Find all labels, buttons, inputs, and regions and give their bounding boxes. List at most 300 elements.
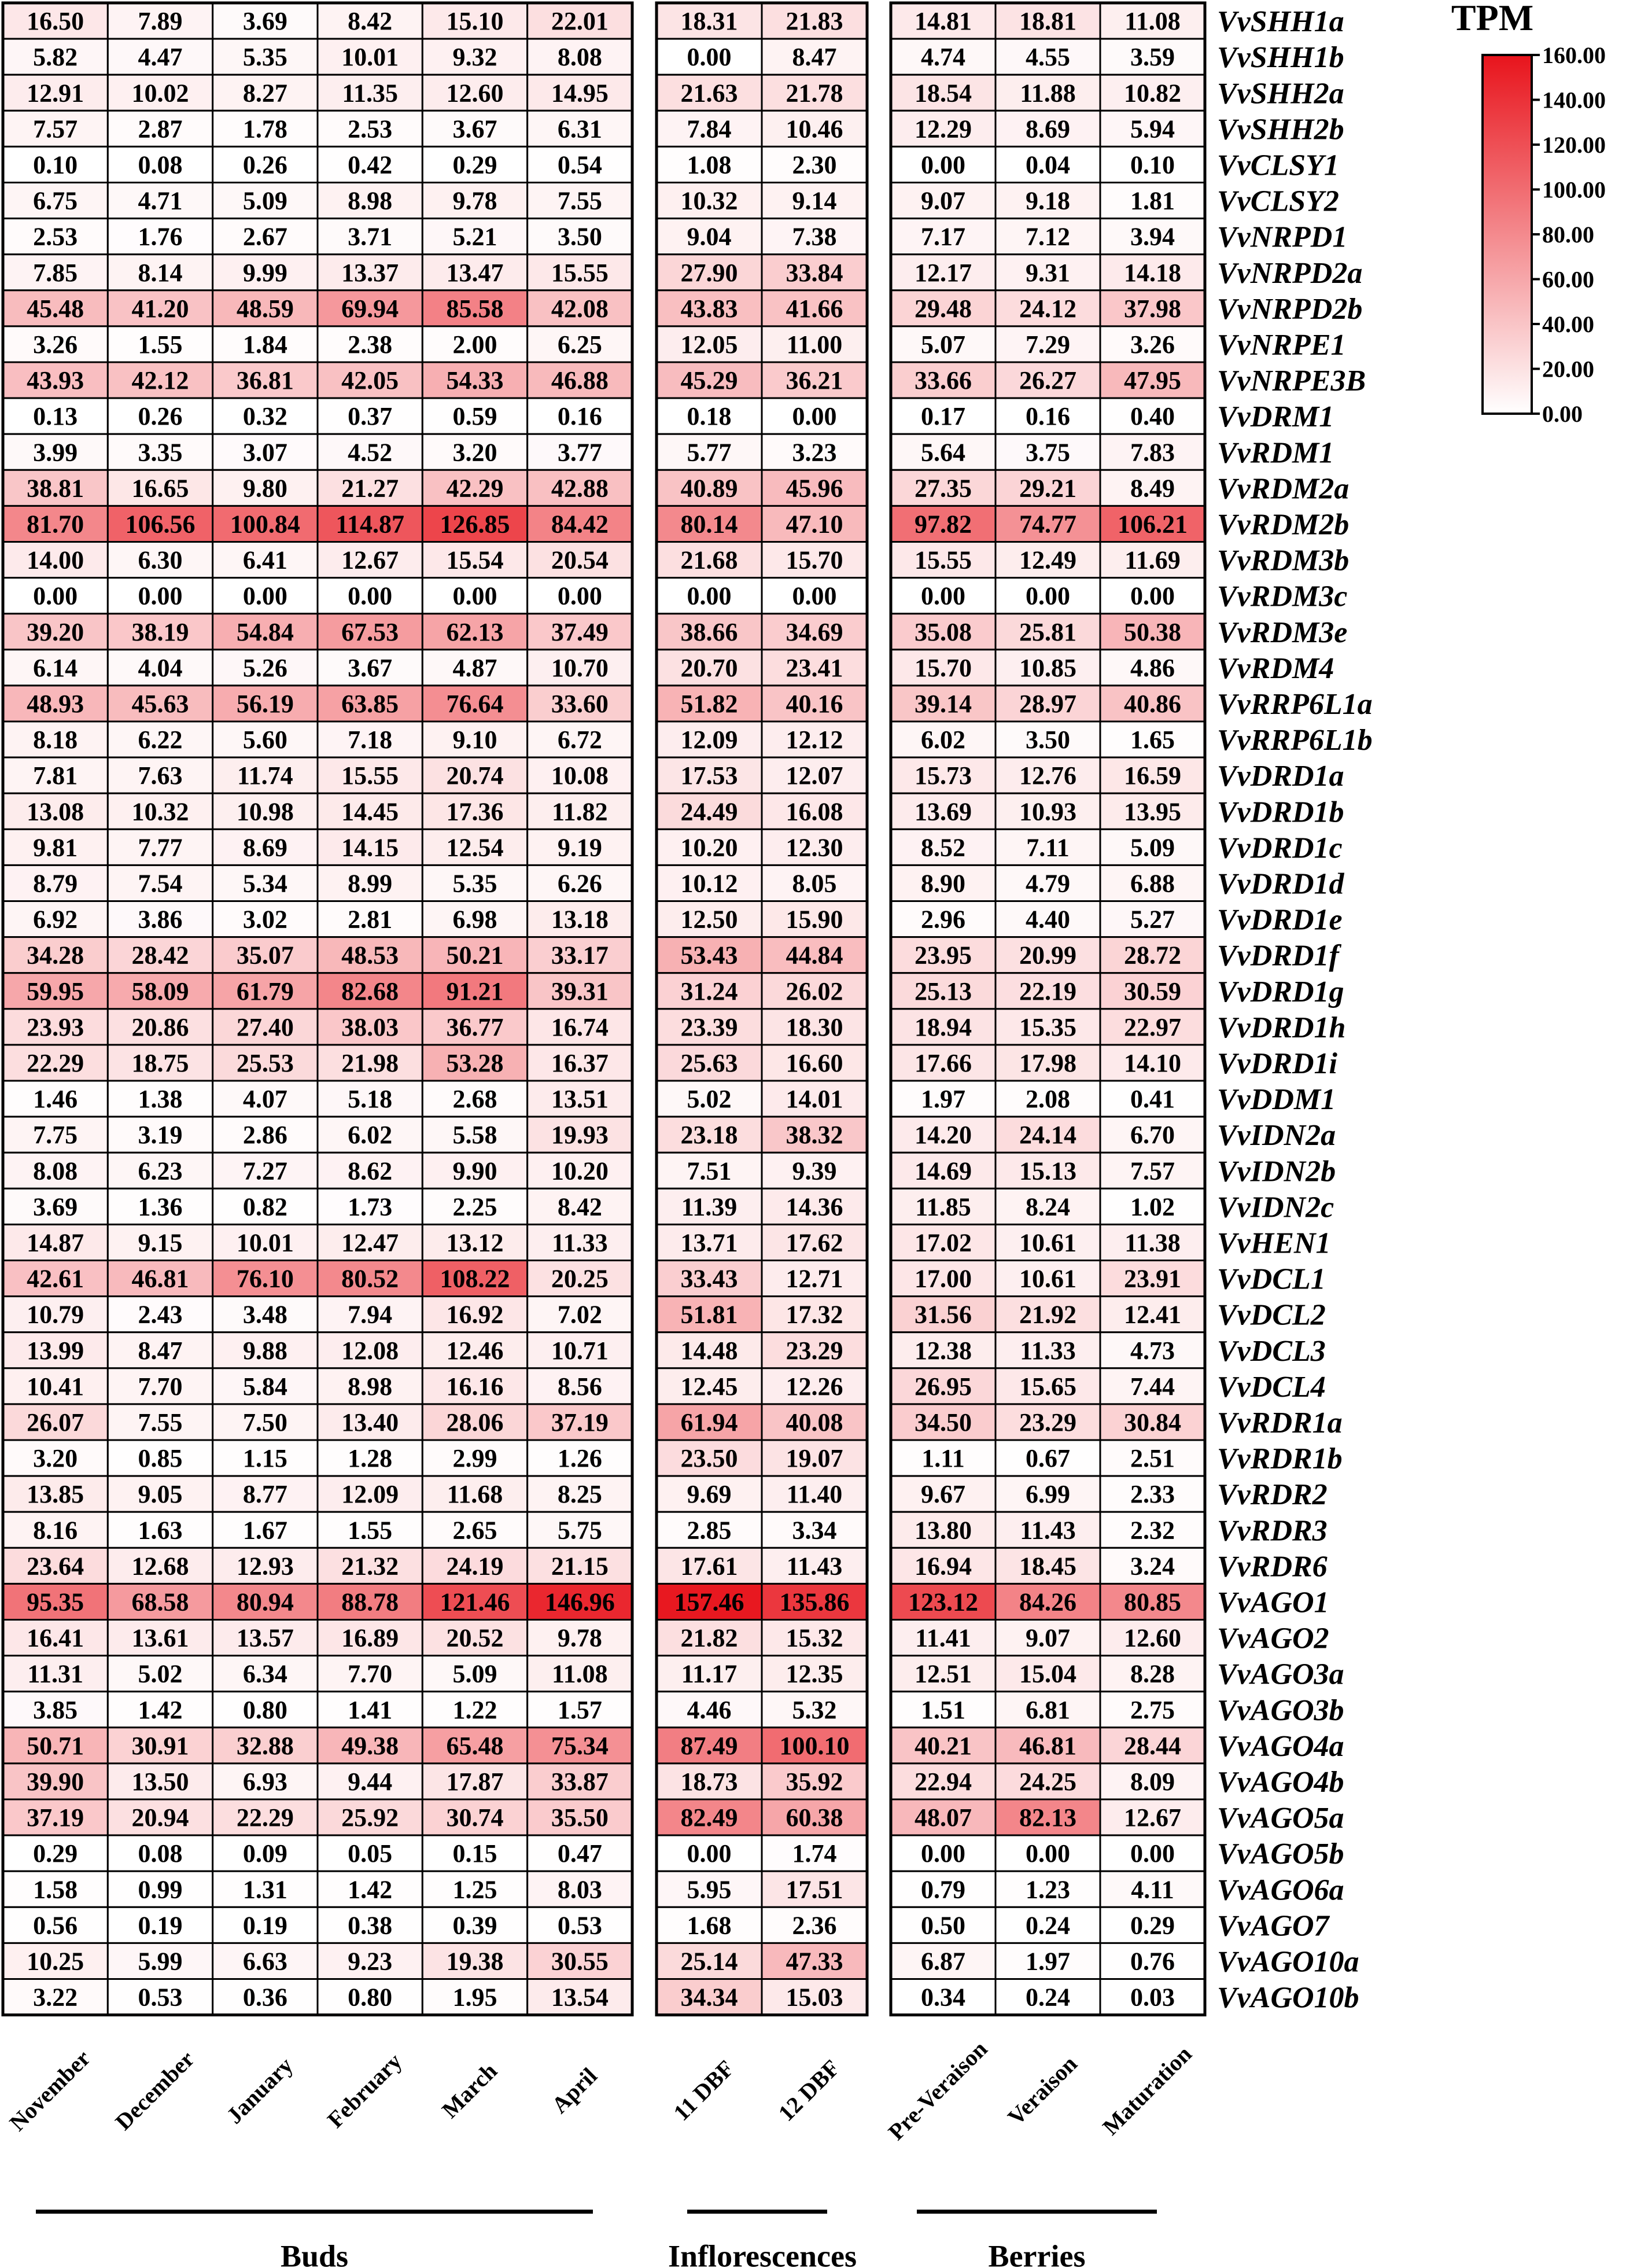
cell-value: 12.46 — [446, 1336, 504, 1365]
cell-value: 4.11 — [1131, 1875, 1174, 1904]
cell-value: 0.37 — [348, 402, 393, 431]
cell-value: 58.09 — [131, 977, 189, 1006]
gene-label-vvago10b: VvAGO10b — [1217, 1981, 1359, 2015]
cell-value: 10.82 — [1124, 79, 1181, 108]
cell-value: 7.70 — [348, 1659, 393, 1688]
cell-value: 30.84 — [1124, 1408, 1181, 1437]
gene-label-vvrdr6: VvRDR6 — [1217, 1550, 1328, 1584]
cell-value: 23.50 — [680, 1444, 738, 1473]
cell-value: 25.14 — [680, 1947, 738, 1976]
legend-tick-label: 20.00 — [1542, 356, 1594, 382]
cell-value: 1.97 — [921, 1085, 965, 1114]
cell-value: 24.49 — [680, 797, 738, 826]
cell-value: 40.16 — [786, 689, 843, 718]
cell-value: 106.56 — [125, 510, 196, 539]
cell-value: 5.94 — [1130, 115, 1175, 143]
gene-label-vvrdr1b: VvRDR1b — [1217, 1442, 1343, 1476]
cell-value: 7.18 — [348, 726, 393, 754]
gene-label-vvago5b: VvAGO5b — [1217, 1838, 1344, 1871]
cell-value: 43.83 — [680, 294, 738, 323]
cell-value: 20.70 — [680, 653, 738, 682]
cell-value: 1.74 — [792, 1839, 837, 1868]
cell-value: 13.54 — [551, 1983, 609, 2012]
gene-label-vvdrd1g: VvDRD1g — [1217, 975, 1344, 1008]
cell-value: 0.54 — [557, 150, 602, 179]
cell-value: 25.63 — [680, 1048, 738, 1077]
cell-value: 3.50 — [557, 222, 602, 251]
cell-value: 76.10 — [236, 1264, 294, 1293]
cell-value: 34.50 — [915, 1408, 972, 1437]
cell-value: 0.00 — [1026, 581, 1070, 610]
cell-value: 3.67 — [452, 115, 497, 143]
cell-value: 18.75 — [131, 1048, 189, 1077]
cell-value: 8.47 — [138, 1336, 183, 1365]
cell-value: 54.84 — [236, 617, 294, 646]
cell-value: 4.71 — [138, 186, 183, 215]
cell-value: 39.20 — [27, 617, 84, 646]
cell-value: 20.74 — [446, 761, 504, 790]
cell-value: 17.53 — [680, 761, 738, 790]
cell-value: 100.84 — [230, 510, 300, 539]
cell-value: 33.87 — [551, 1767, 609, 1796]
cell-value: 56.19 — [236, 689, 294, 718]
cell-value: 10.61 — [1019, 1264, 1076, 1293]
cell-value: 11.74 — [237, 761, 293, 790]
cell-value: 23.91 — [1124, 1264, 1181, 1293]
cell-value: 3.26 — [1130, 330, 1175, 359]
gene-label-vvidn2b: VvIDN2b — [1217, 1155, 1336, 1188]
cell-value: 48.93 — [27, 689, 84, 718]
cell-value: 28.72 — [1124, 941, 1181, 970]
cell-value: 31.24 — [680, 977, 738, 1006]
cell-value: 48.53 — [341, 941, 399, 970]
cell-value: 0.24 — [1026, 1983, 1070, 2012]
gene-label-vvrdr1a: VvRDR1a — [1217, 1406, 1343, 1439]
cell-value: 6.81 — [1026, 1695, 1070, 1724]
cell-value: 0.85 — [138, 1444, 183, 1473]
column-label-february: February — [322, 2048, 407, 2133]
cell-value: 15.73 — [915, 761, 972, 790]
cell-value: 9.78 — [557, 1623, 602, 1652]
gene-label-vvago1: VvAGO1 — [1217, 1586, 1329, 1619]
cell-value: 7.44 — [1130, 1372, 1175, 1401]
cell-value: 16.41 — [27, 1623, 84, 1652]
cell-value: 20.25 — [551, 1264, 609, 1293]
cell-value: 2.85 — [687, 1516, 732, 1545]
cell-value: 1.67 — [242, 1516, 287, 1545]
cell-value: 12.49 — [1019, 546, 1076, 575]
cell-value: 8.77 — [242, 1480, 287, 1509]
cell-value: 35.07 — [236, 941, 294, 970]
cell-value: 9.15 — [138, 1228, 183, 1257]
cell-value: 6.63 — [242, 1947, 287, 1976]
cell-value: 33.17 — [551, 941, 609, 970]
cell-value: 25.53 — [236, 1048, 294, 1077]
cell-value: 12.41 — [1124, 1300, 1181, 1329]
cell-value: 121.46 — [440, 1588, 510, 1617]
gene-labels — [1217, 5, 1373, 2015]
cell-value: 0.38 — [348, 1911, 393, 1940]
cell-value: 18.54 — [915, 79, 972, 108]
column-label-december: December — [110, 2045, 200, 2136]
cell-value: 14.20 — [915, 1121, 972, 1150]
gene-label-vvdrd1a: VvDRD1a — [1217, 760, 1344, 793]
cell-value: 59.95 — [27, 977, 84, 1006]
cell-value: 12.67 — [1124, 1803, 1181, 1832]
cell-value: 7.55 — [138, 1408, 183, 1437]
gene-label-vvdcl2: VvDCL2 — [1217, 1298, 1326, 1332]
cell-value: 21.92 — [1019, 1300, 1076, 1329]
cell-value: 8.49 — [1130, 474, 1175, 503]
cell-value: 9.18 — [1026, 186, 1070, 215]
cell-value: 32.88 — [236, 1731, 294, 1760]
cell-value: 2.51 — [1130, 1444, 1175, 1473]
cell-value: 10.79 — [27, 1300, 84, 1329]
cell-value: 0.00 — [452, 581, 497, 610]
cell-value: 49.38 — [341, 1731, 399, 1760]
cell-value: 13.51 — [551, 1085, 609, 1114]
cell-value: 12.71 — [786, 1264, 843, 1293]
cell-value: 36.77 — [446, 1013, 504, 1041]
cell-value: 11.38 — [1124, 1228, 1181, 1257]
cell-value: 12.05 — [680, 330, 738, 359]
cell-value: 12.60 — [446, 79, 504, 108]
cell-value: 39.90 — [27, 1767, 84, 1796]
cell-value: 146.96 — [544, 1588, 615, 1617]
cell-value: 8.52 — [921, 833, 965, 862]
cell-value: 2.81 — [348, 905, 393, 934]
gene-label-vvago6a: VvAGO6a — [1217, 1873, 1344, 1907]
cell-value: 65.48 — [446, 1731, 504, 1760]
cell-value: 7.29 — [1026, 330, 1070, 359]
cell-value: 3.67 — [348, 653, 393, 682]
column-label-pre-veraison: Pre-Veraison — [883, 2035, 993, 2145]
gene-label-vvshh2a: VvSHH2a — [1217, 77, 1344, 111]
cell-value: 9.88 — [242, 1336, 287, 1365]
cell-value: 3.20 — [452, 438, 497, 467]
cell-value: 8.56 — [557, 1372, 602, 1401]
cell-value: 8.14 — [138, 258, 183, 287]
cell-value: 26.02 — [786, 977, 843, 1006]
cell-value: 19.93 — [551, 1121, 609, 1150]
cell-value: 123.12 — [908, 1588, 978, 1617]
cell-value: 1.65 — [1130, 726, 1175, 754]
gene-label-vvago3b: VvAGO3b — [1217, 1693, 1344, 1727]
cell-value: 3.48 — [242, 1300, 287, 1329]
cell-value: 9.05 — [138, 1480, 183, 1509]
cell-value: 1.63 — [138, 1516, 183, 1545]
gene-label-vvnrpd2b: VvNRPD2b — [1217, 292, 1363, 326]
cell-value: 0.10 — [1130, 150, 1175, 179]
gene-label-vvclsy1: VvCLSY1 — [1217, 149, 1339, 182]
cell-value: 18.73 — [680, 1767, 738, 1796]
cell-value: 1.81 — [1130, 186, 1175, 215]
cell-value: 3.20 — [33, 1444, 78, 1473]
cell-value: 20.52 — [446, 1623, 504, 1652]
cell-value: 8.24 — [1026, 1192, 1070, 1221]
cell-value: 11.17 — [681, 1659, 738, 1688]
cell-value: 5.84 — [242, 1372, 287, 1401]
cell-value: 18.94 — [915, 1013, 972, 1041]
cell-value: 15.65 — [1019, 1372, 1076, 1401]
cell-value: 8.03 — [557, 1875, 602, 1904]
column-label-november: November — [4, 2045, 95, 2136]
cell-value: 12.12 — [786, 726, 843, 754]
cell-value: 91.21 — [446, 977, 504, 1006]
cell-value: 74.77 — [1019, 510, 1076, 539]
cell-value: 4.74 — [921, 43, 965, 72]
cell-value: 8.99 — [348, 869, 393, 898]
cell-value: 16.08 — [786, 797, 843, 826]
cell-value: 22.94 — [915, 1767, 972, 1796]
cell-value: 1.11 — [921, 1444, 965, 1473]
cell-value: 8.47 — [792, 43, 837, 72]
cell-value: 15.70 — [915, 653, 972, 682]
legend-ticks — [1532, 42, 1606, 427]
cell-value: 45.29 — [680, 366, 738, 395]
gene-label-vvrdm1: VvRDM1 — [1217, 436, 1334, 470]
cell-value: 0.47 — [557, 1839, 602, 1868]
cell-value: 0.26 — [138, 402, 183, 431]
cell-value: 7.81 — [33, 761, 78, 790]
cell-value: 7.70 — [138, 1372, 183, 1401]
cell-value: 26.27 — [1019, 366, 1076, 395]
cell-value: 1.22 — [452, 1695, 497, 1724]
cell-value: 0.34 — [921, 1983, 965, 2012]
legend-tick-label: 40.00 — [1542, 311, 1594, 337]
cell-value: 95.35 — [27, 1588, 84, 1617]
cell-value: 1.36 — [138, 1192, 183, 1221]
gene-label-vvrrp6l1b: VvRRP6L1b — [1217, 724, 1373, 757]
cell-value: 30.91 — [131, 1731, 189, 1760]
cell-value: 2.65 — [452, 1516, 497, 1545]
cell-value: 7.38 — [792, 222, 837, 251]
cell-value: 12.91 — [27, 79, 84, 108]
cell-value: 61.79 — [236, 977, 294, 1006]
cell-value: 1.38 — [138, 1085, 183, 1114]
cell-value: 0.32 — [242, 402, 287, 431]
cell-value: 12.45 — [680, 1372, 738, 1401]
cell-value: 11.35 — [342, 79, 398, 108]
cell-value: 8.08 — [33, 1157, 78, 1185]
cell-value: 9.07 — [1026, 1623, 1070, 1652]
cell-value: 43.93 — [27, 366, 84, 395]
cell-value: 13.80 — [915, 1516, 972, 1545]
cell-value: 34.28 — [27, 941, 84, 970]
cell-value: 16.16 — [446, 1372, 504, 1401]
cell-value: 0.56 — [33, 1911, 78, 1940]
gene-label-vvago10a: VvAGO10a — [1217, 1945, 1359, 1979]
cell-value: 11.31 — [27, 1659, 83, 1688]
cell-value: 5.09 — [452, 1659, 497, 1688]
cell-value: 9.10 — [452, 726, 497, 754]
cell-value: 27.35 — [915, 474, 972, 503]
cell-value: 5.09 — [242, 186, 287, 215]
cell-value: 16.37 — [551, 1048, 609, 1077]
cell-value: 30.74 — [446, 1803, 504, 1832]
cell-value: 8.79 — [33, 869, 78, 898]
cell-value: 8.42 — [557, 1192, 602, 1221]
cell-value: 2.68 — [452, 1085, 497, 1114]
gene-label-vvrdm2a: VvRDM2a — [1217, 472, 1350, 506]
cell-value: 38.03 — [341, 1013, 399, 1041]
cell-value: 46.88 — [551, 366, 609, 395]
cell-value: 8.90 — [921, 869, 965, 898]
cell-value: 3.69 — [33, 1192, 78, 1221]
cell-value: 1.76 — [138, 222, 183, 251]
cell-value: 1.58 — [33, 1875, 78, 1904]
cell-value: 60.38 — [786, 1803, 843, 1832]
cell-value: 8.62 — [348, 1157, 393, 1185]
cell-value: 6.93 — [242, 1767, 287, 1796]
cell-value: 15.13 — [1019, 1157, 1076, 1185]
cell-value: 15.54 — [446, 546, 504, 575]
cell-value: 8.08 — [557, 43, 602, 72]
cell-value: 33.84 — [786, 258, 843, 287]
group-name-buds: Buds — [280, 2238, 349, 2268]
cell-value: 12.68 — [131, 1552, 189, 1581]
cell-value: 10.01 — [236, 1228, 294, 1257]
group-labels — [36, 2212, 1157, 2268]
cell-value: 1.41 — [348, 1695, 393, 1724]
cell-value: 42.88 — [551, 474, 609, 503]
cell-value: 18.81 — [1019, 7, 1076, 36]
cell-value: 0.29 — [452, 150, 497, 179]
gene-label-vvago4a: VvAGO4a — [1217, 1729, 1344, 1763]
cell-value: 13.37 — [341, 258, 399, 287]
cell-value: 17.02 — [915, 1228, 972, 1257]
cell-value: 10.41 — [27, 1372, 84, 1401]
cell-value: 18.30 — [786, 1013, 843, 1041]
gene-label-vvdrd1e: VvDRD1e — [1217, 903, 1343, 937]
cell-value: 0.82 — [242, 1192, 287, 1221]
cell-value: 39.14 — [915, 689, 972, 718]
cell-value: 1.57 — [557, 1695, 602, 1724]
gene-label-vvdrd1b: VvDRD1b — [1217, 796, 1344, 829]
cell-value: 1.15 — [242, 1444, 287, 1473]
cell-value: 42.08 — [551, 294, 609, 323]
cell-value: 46.81 — [131, 1264, 189, 1293]
cell-value: 9.14 — [792, 186, 837, 215]
gene-label-vvdrd1f: VvDRD1f — [1217, 939, 1339, 973]
cell-value: 4.55 — [1026, 43, 1070, 72]
cell-value: 16.65 — [131, 474, 189, 503]
cell-value: 11.08 — [1124, 7, 1181, 36]
cell-value: 7.02 — [557, 1300, 602, 1329]
cell-value: 11.43 — [786, 1552, 843, 1581]
cell-value: 13.69 — [915, 797, 972, 826]
cell-value: 5.95 — [687, 1875, 732, 1904]
cell-value: 53.43 — [680, 941, 738, 970]
cell-value: 3.77 — [557, 438, 602, 467]
cell-value: 26.95 — [915, 1372, 972, 1401]
cell-value: 38.81 — [27, 474, 84, 503]
cell-value: 10.25 — [27, 1947, 84, 1976]
cell-value: 9.07 — [921, 186, 965, 215]
gene-label-vvrdm3e: VvRDM3e — [1217, 616, 1348, 649]
cell-value: 11.39 — [681, 1192, 738, 1221]
cell-value: 9.81 — [33, 833, 78, 862]
cell-value: 24.12 — [1019, 294, 1076, 323]
cell-value: 12.09 — [341, 1480, 399, 1509]
cell-value: 80.94 — [236, 1588, 294, 1617]
column-label-january: January — [221, 2052, 298, 2129]
cell-value: 3.07 — [242, 438, 287, 467]
cell-value: 42.61 — [27, 1264, 84, 1293]
cell-value: 14.10 — [1124, 1048, 1181, 1077]
cell-value: 12.17 — [915, 258, 972, 287]
cell-value: 8.69 — [242, 833, 287, 862]
cell-value: 41.66 — [786, 294, 843, 323]
cell-value: 15.55 — [551, 258, 609, 287]
cell-value: 0.67 — [1026, 1444, 1070, 1473]
cell-value: 8.28 — [1130, 1659, 1175, 1688]
cell-value: 11.69 — [1124, 546, 1181, 575]
legend-tick-label: 0.00 — [1542, 401, 1583, 427]
cell-value: 17.62 — [786, 1228, 843, 1257]
gene-label-vvrdm3b: VvRDM3b — [1217, 544, 1350, 577]
cell-value: 2.33 — [1130, 1480, 1175, 1509]
cell-value: 2.25 — [452, 1192, 497, 1221]
cell-value: 2.87 — [138, 115, 183, 143]
cell-value: 62.13 — [446, 617, 504, 646]
cell-value: 21.32 — [341, 1552, 399, 1581]
cell-value: 15.55 — [341, 761, 399, 790]
cell-value: 20.94 — [131, 1803, 189, 1832]
cell-value: 7.75 — [33, 1121, 78, 1150]
gene-label-vvidn2c: VvIDN2c — [1217, 1191, 1334, 1224]
gene-label-vvshh1a: VvSHH1a — [1217, 5, 1344, 39]
cell-value: 82.49 — [680, 1803, 738, 1832]
cell-value: 0.16 — [1026, 402, 1070, 431]
cell-value: 13.50 — [131, 1767, 189, 1796]
cell-value: 88.78 — [341, 1588, 399, 1617]
cell-value: 19.07 — [786, 1444, 843, 1473]
cell-value: 67.53 — [341, 617, 399, 646]
cell-value: 1.08 — [687, 150, 732, 179]
cell-value: 14.69 — [915, 1157, 972, 1185]
cell-value: 1.26 — [557, 1444, 602, 1473]
cell-value: 19.38 — [446, 1947, 504, 1976]
cell-value: 1.55 — [138, 330, 183, 359]
cell-value: 8.69 — [1026, 115, 1070, 143]
cell-value: 0.00 — [1130, 581, 1175, 610]
cell-value: 51.82 — [680, 689, 738, 718]
cell-value: 1.25 — [452, 1875, 497, 1904]
cell-value: 33.60 — [551, 689, 609, 718]
gene-label-vvnrpe3b: VvNRPE3B — [1217, 365, 1366, 398]
cell-value: 8.05 — [792, 869, 837, 898]
cell-value: 63.85 — [341, 689, 399, 718]
cell-value: 2.00 — [452, 330, 497, 359]
gene-label-vvdcl3: VvDCL3 — [1217, 1334, 1326, 1368]
gene-label-vvshh2b: VvSHH2b — [1217, 113, 1344, 146]
cell-value: 1.95 — [452, 1983, 497, 2012]
cell-value: 7.51 — [687, 1157, 732, 1185]
cell-value: 3.19 — [138, 1121, 183, 1150]
cell-value: 20.99 — [1019, 941, 1076, 970]
cell-value: 13.47 — [446, 258, 504, 287]
cell-value: 12.60 — [1124, 1623, 1181, 1652]
gene-label-vvshh1b: VvSHH1b — [1217, 41, 1344, 75]
cell-value: 13.57 — [236, 1623, 294, 1652]
cell-value: 28.44 — [1124, 1731, 1181, 1760]
cell-value: 0.00 — [792, 581, 837, 610]
cell-value: 9.78 — [452, 186, 497, 215]
cell-value: 5.21 — [452, 222, 497, 251]
cell-value: 23.29 — [786, 1336, 843, 1365]
cell-value: 1.31 — [242, 1875, 287, 1904]
